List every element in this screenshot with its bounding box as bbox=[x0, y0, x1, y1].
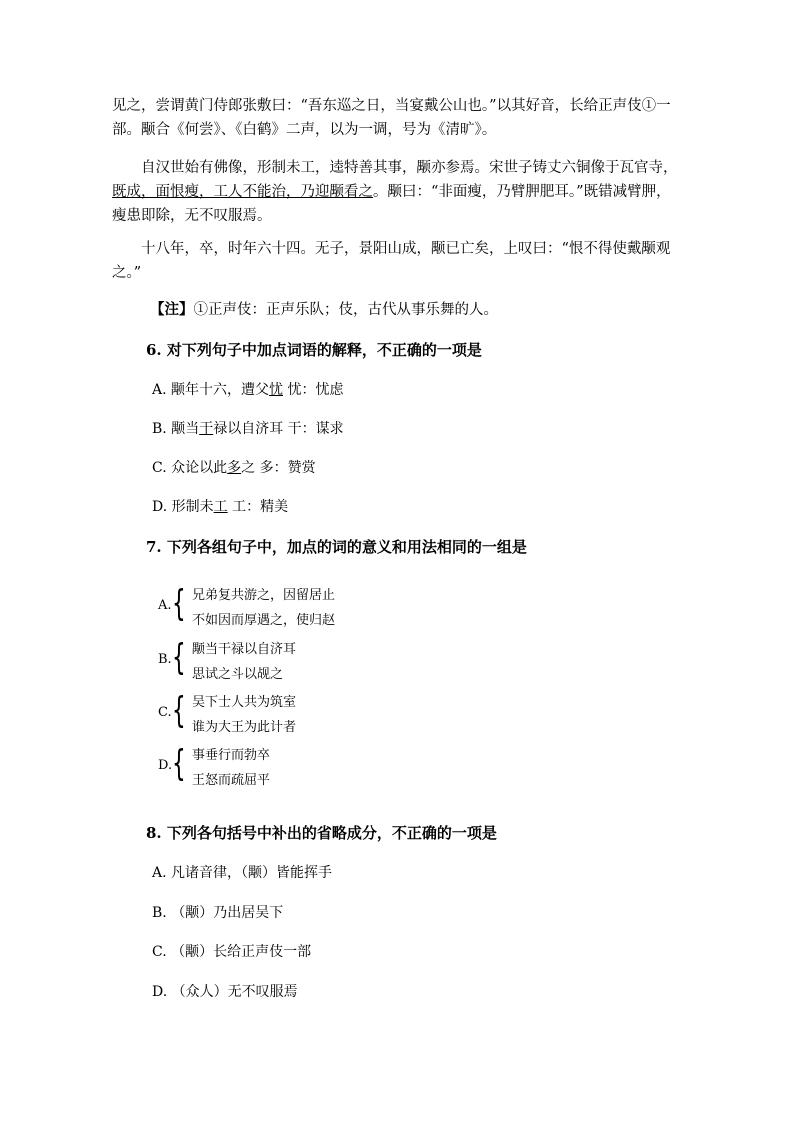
dotted-word: 多 bbox=[227, 460, 242, 476]
q7-option-d bbox=[158, 744, 458, 792]
q8-option-b: B. （颙）乃出居吴下 bbox=[152, 905, 284, 921]
dotted-word: 忧 bbox=[269, 382, 284, 398]
sentence-2: 王怒而疏屈平 bbox=[192, 773, 271, 788]
note-label: 【注】 bbox=[150, 301, 194, 318]
q6-option-b: B. 颙当干禄以自济耳 干：谋求 bbox=[152, 421, 344, 437]
q6-option-a: A. 颙年十六，遭父忧 忧：忧虑 bbox=[152, 382, 344, 398]
brace-icon: { bbox=[172, 583, 186, 624]
question-7-title: 7. 下列各组句子中，加点的词的意义和用法相同的一组是 bbox=[146, 538, 527, 556]
q8-option-c: C. （颙）长给正声伎一部 bbox=[152, 944, 312, 960]
sentence-2: 思试之斗以觇之 bbox=[192, 667, 284, 682]
q7-option-c bbox=[158, 691, 458, 739]
sentence-2: 谁为大王为此计者 bbox=[192, 720, 297, 735]
sentence-2: 不如因而厚遇之，使归赵 bbox=[192, 613, 336, 628]
brace-icon: { bbox=[172, 637, 186, 678]
sentence-1: 兄弟复共游之，因留居止 bbox=[192, 588, 336, 603]
passage-paragraph-1 bbox=[112, 94, 682, 142]
passage-text: 见之，尝谓黄门侍郎张敷曰：“吾东巡之日，当宴戴公山也。”以其好音，长给正声伎 bbox=[112, 98, 642, 114]
underlined-sentence: 既成，面恨瘦，工人不能治，乃迎颙看之 bbox=[112, 184, 373, 200]
option-label: A. bbox=[158, 598, 172, 613]
q7-option-a bbox=[158, 584, 458, 632]
brace-icon: { bbox=[172, 743, 186, 784]
dotted-word: 干 bbox=[199, 421, 214, 437]
passage-text: 一部。颙合《何尝》、《白鹤》二声，以为一调，号为《清旷》。 bbox=[112, 98, 671, 138]
question-6-title: 6. 对下列句子中加点词语的解释，不正确的一项是 bbox=[146, 341, 482, 359]
passage-text: 。颙曰：“非面瘦，乃臂胛肥耳。”既错减臂胛，瘦患即除，无不叹服焉。 bbox=[112, 184, 671, 224]
passage-paragraph-2 bbox=[112, 156, 682, 228]
sentence-1: 颙当干禄以自济耳 bbox=[192, 642, 297, 657]
footnote-marker: ① bbox=[641, 98, 657, 114]
q8-option-a: A. 凡诸音律，（颙）皆能挥手 bbox=[152, 865, 333, 881]
passage-text: 自汉世始有佛像，形制未工，逵特善其事，颙亦参焉。宋世子铸丈六铜像于瓦官寺， bbox=[141, 160, 678, 176]
footnote bbox=[150, 298, 498, 319]
sentence-1: 事垂行而勃卒 bbox=[192, 748, 271, 763]
option-label: D. bbox=[158, 758, 173, 773]
brace-icon: { bbox=[172, 690, 186, 731]
option-label: B. bbox=[158, 652, 172, 667]
sentence-1: 吴下士人共为筑室 bbox=[192, 695, 297, 710]
q6-option-c: C. 众论以此多之 多：赞赏 bbox=[152, 460, 316, 476]
q8-option-d: D. （众人）无不叹服焉 bbox=[152, 984, 298, 1000]
question-8-title: 8. 下列各句括号中补出的省略成分，不正确的一项是 bbox=[146, 824, 497, 842]
dotted-word: 工 bbox=[213, 499, 228, 515]
option-label: C. bbox=[158, 705, 172, 720]
note-text: ①正声伎：正声乐队；伎，古代从事乐舞的人。 bbox=[193, 302, 498, 318]
q7-option-b bbox=[158, 638, 458, 686]
q6-option-d: D. 形制未工 工：精美 bbox=[152, 499, 289, 515]
passage-paragraph-3: 十八年，卒，时年六十四。无子，景阳山成，颙已亡矣，上叹曰：“恨不得使戴颙观之。” bbox=[112, 241, 671, 281]
